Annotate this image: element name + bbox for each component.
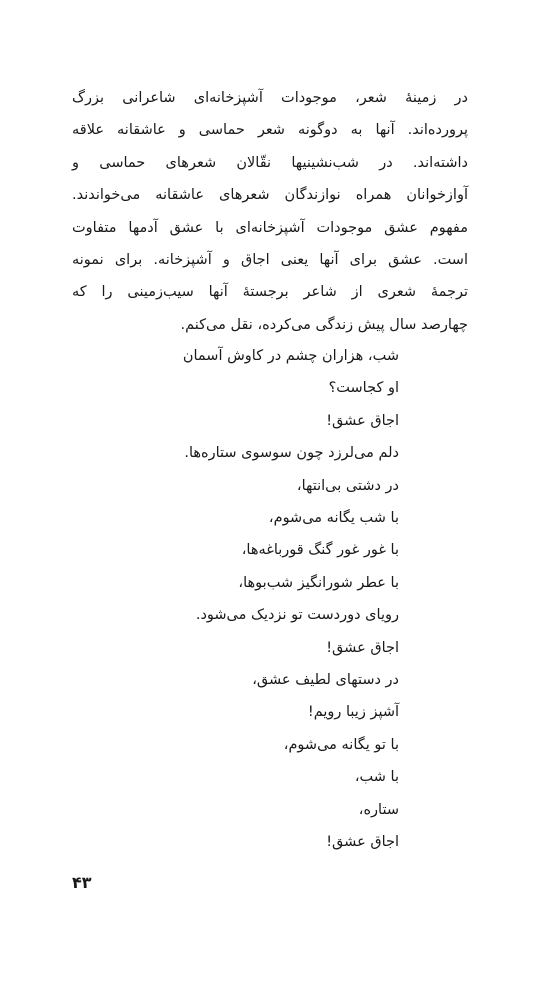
poem-line: اجاق عشق!: [326, 412, 399, 429]
prose-paragraph: [72, 82, 468, 341]
poem-line: با عطر شورانگیز شب‌بوها،: [238, 574, 399, 591]
poem-line: با غور غور گنگ قورباغه‌ها،: [241, 542, 399, 559]
poem-line: با شب یگانه می‌شوم،: [268, 510, 399, 527]
prose-line: مفهوم عشق موجودات آشپزخانه‌ای با عشق آدمها متفاوت: [72, 219, 468, 236]
poem-line: با شب،: [354, 769, 399, 786]
prose-line: آوازخوانان همراه نوازندگان شعرهای عاشقانه می‌خواندند.: [72, 187, 468, 204]
poem-line: او کجاست؟: [328, 380, 399, 397]
prose-line: چهارصد سال پیش زندگی می‌کرده، نقل می‌کنم.: [180, 316, 468, 333]
prose-line: پرورده‌اند. آنها به دوگونه شعر حماسی و عاشقانه علاقه: [72, 122, 468, 139]
poem-line: شب، هزاران چشم در کاوش آسمان: [182, 348, 399, 364]
poem-line: در دستهای لطیف عشق،: [252, 672, 399, 689]
poem-line: آشپز زیبا رویم!: [307, 704, 399, 721]
poem-line: رویای دوردست تو نزدیک می‌شود.: [195, 607, 399, 624]
prose-line: داشته‌اند. در شب‌نشینیها نقّالان شعرهای حماسی و: [72, 154, 468, 171]
poem: [99, 340, 399, 859]
poem-line: ستاره،: [358, 801, 399, 818]
poem-line: با تو یگانه می‌شوم،: [283, 736, 399, 753]
poem-line: دلم می‌لرزد چون سوسوی ستاره‌ها.: [184, 445, 399, 462]
page-number: ۴۳: [72, 873, 92, 892]
poem-line: در دشتی بی‌انتها،: [296, 477, 399, 494]
prose-line: است. عشق برای آنها یعنی اجاق و آشپزخانه. برای نمونه: [72, 252, 468, 269]
prose-line: در زمینهٔ شعر، موجودات آشپزخانه‌ای شاعرانی بزرگ: [72, 90, 468, 106]
poem-line: اجاق عشق!: [326, 639, 399, 656]
poem-line: اجاق عشق!: [326, 834, 399, 851]
prose-line: ترجمهٔ شعری از شاعر برجستهٔ آنها سیب‌زمینی را که: [72, 284, 468, 301]
